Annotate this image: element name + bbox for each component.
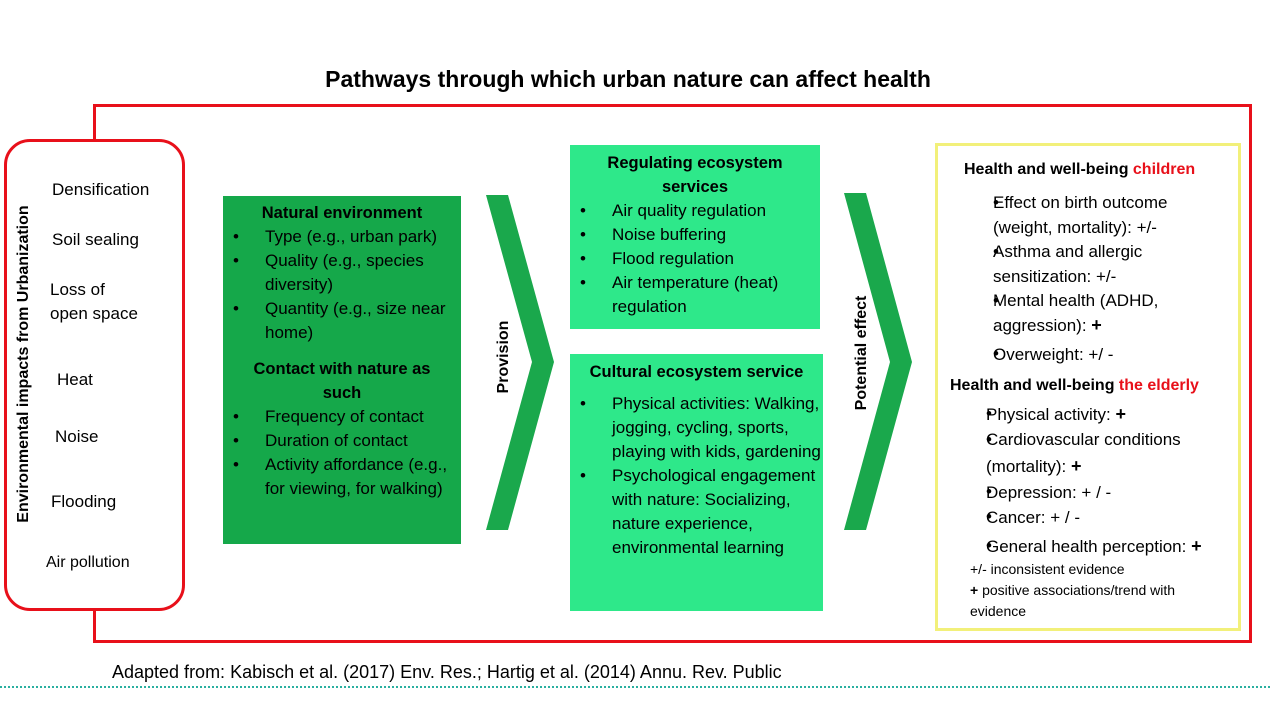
list-item: • Type (e.g., urban park) — [223, 225, 461, 249]
list-item: • Cardiovascular conditions (mortality): + — [962, 427, 1232, 480]
dotted-divider — [0, 686, 1270, 688]
natural-environment-box — [223, 196, 461, 544]
diagram-title: Pathways through which urban nature can affect health — [325, 66, 931, 92]
impact-densification: Densification — [52, 180, 150, 199]
list-item: • Air temperature (heat) regulation — [570, 271, 820, 319]
list-item: • Duration of contact — [223, 429, 461, 453]
impact-noise: Noise — [55, 427, 99, 446]
children-heading: Health and well-being children — [964, 161, 1196, 178]
legend-positive: + positive associations/trend with evidence — [970, 582, 1176, 619]
natural-environment-heading: Natural environment — [261, 204, 423, 222]
contact-with-nature-heading: Contact with nature as such — [253, 360, 431, 402]
list-item: • Psychological engagement with nature: Socializing, nature experience, environmental learning — [570, 464, 823, 560]
cultural-service-box — [570, 354, 823, 611]
list-item: • Frequency of contact — [223, 405, 461, 429]
list-item: • Quantity (e.g., size near home) — [223, 297, 461, 345]
impact-soil-sealing: Soil sealing — [52, 230, 139, 249]
provision-chevron-icon — [480, 190, 560, 535]
list-item: • Cancer: + / - — [962, 505, 1232, 530]
list-item: • Noise buffering — [570, 223, 820, 247]
list-item: • Asthma and allergic sensitization: +/- — [970, 240, 1230, 289]
impact-heat: Heat — [57, 370, 93, 389]
list-item: • Physical activities: Walking, jogging, cycling, sports, playing with kids, gardening — [570, 392, 823, 464]
list-item: • Overweight: +/ - — [970, 342, 1230, 367]
potential-effect-chevron-icon — [838, 190, 918, 535]
impact-air-pollution: Air pollution — [46, 554, 130, 571]
list-item: • Physical activity: + — [962, 402, 1232, 427]
legend-inconsistent: +/- inconsistent evidence — [970, 561, 1125, 577]
list-item: • General health perception: + — [962, 534, 1232, 559]
potential-effect-label: Potential effect — [853, 295, 870, 411]
list-item: • Quality (e.g., species diversity) — [223, 249, 461, 297]
regulating-services-box — [570, 145, 820, 329]
provision-label: Provision — [495, 320, 512, 394]
cultural-service-heading: Cultural ecosystem service — [589, 363, 804, 381]
impact-loss-of: Loss of — [50, 280, 105, 299]
impact-flooding: Flooding — [51, 492, 117, 511]
elderly-heading: Health and well-being the elderly — [950, 377, 1199, 394]
urbanization-vertical-label: Environmental impacts from Urbanization — [15, 205, 32, 523]
regulating-services-heading: Regulating ecosystem services — [607, 154, 783, 196]
list-item: • Effect on birth outcome (weight, mortality): +/- — [970, 191, 1230, 240]
list-item: • Depression: + / - — [962, 480, 1232, 505]
list-item: • Air quality regulation — [570, 199, 820, 223]
list-item: • Activity affordance (e.g., for viewing, for walking) — [223, 453, 461, 501]
list-item: • Mental health (ADHD, aggression): + — [970, 289, 1230, 338]
list-item: • Flood regulation — [570, 247, 820, 271]
health-outcomes-box — [935, 143, 1241, 631]
impact-open-space: open space — [50, 304, 138, 323]
source-citation: Adapted from: Kabisch et al. (2017) Env. Res.; Hartig et al. (2014) Annu. Rev. Public — [112, 662, 782, 682]
